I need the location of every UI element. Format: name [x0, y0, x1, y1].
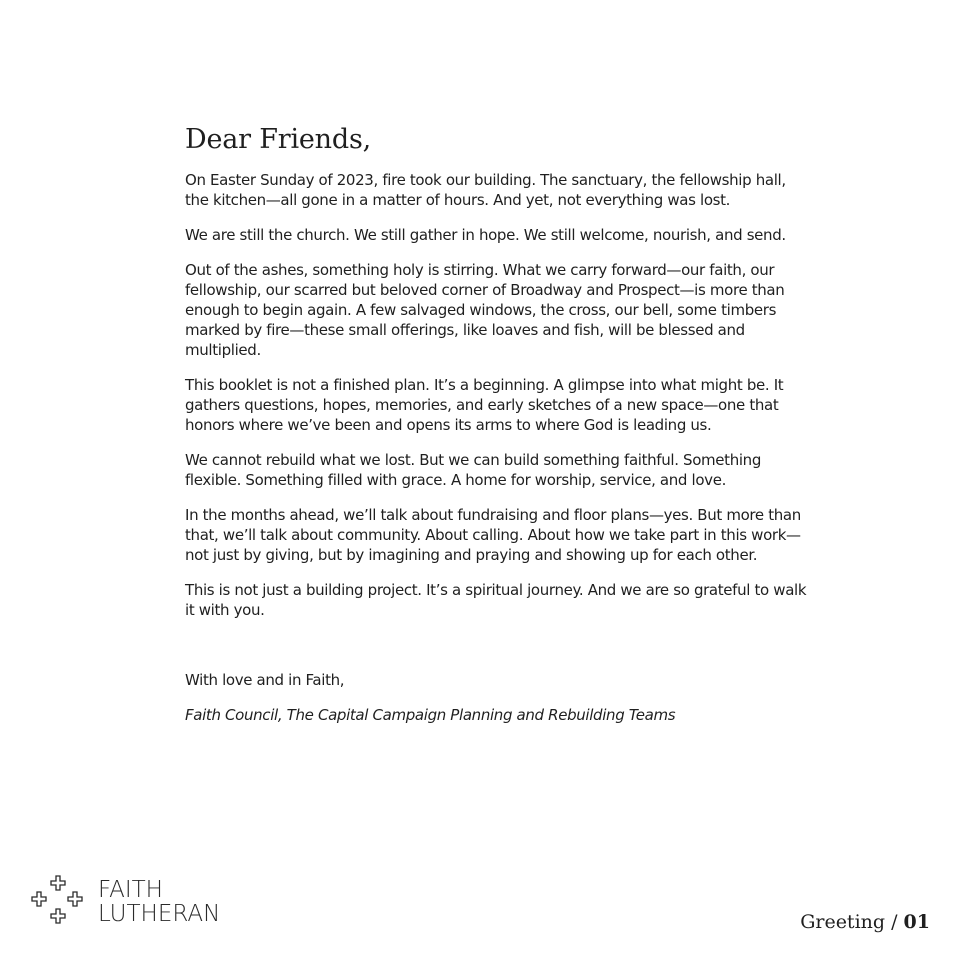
church-logo — [30, 874, 220, 930]
footer-separator: / — [885, 911, 904, 933]
letter — [185, 124, 810, 725]
page-number: 01 — [903, 911, 930, 933]
page-footer — [800, 911, 930, 933]
letter-paragraph: In the months ahead, we’ll talk about fundraising and floor plans—yes. But more than that, we’ll talk about community. About calling. About how we take part in this work—not just by giving, but by imagining and praying and showing up for each other. — [185, 506, 801, 565]
letter-paragraph: Out of the ashes, something holy is stirring. What we carry forward—our faith, our fellowship, our scarred but beloved corner of Broadway and Prospect—is more than enough to begin again. A few salvaged windows, the cross, our bell, some timbers marked by fire—these small offerings, like loaves and fish, will be blessed and multiplied. — [185, 261, 785, 360]
letter-paragraph: This booklet is not a finished plan. It’s a beginning. A glimpse into what might be. It gathers questions, hopes, memories, and early sketches of a new space—one that honors where we’ve been and opens its arms to where God is leading us. — [185, 376, 784, 435]
crosses-icon — [30, 874, 86, 930]
logo-wordmark — [98, 878, 220, 926]
letter-paragraph: We are still the church. We still gather in hope. We still welcome, nourish, and send. — [185, 226, 786, 245]
logo-line-faith: FAITH — [98, 877, 163, 903]
letter-paragraph: On Easter Sunday of 2023, fire took our building. The sanctuary, the fellowship hall, the kitchen—all gone in a matter of hours. And yet, not everything was lost. — [185, 171, 786, 210]
closing: With love and in Faith, — [185, 671, 345, 690]
letter-paragraph: This is not just a building project. It’s a spiritual journey. And we are so grateful to walk it with you. — [185, 581, 807, 620]
signature: Faith Council, The Capital Campaign Planning and Rebuilding Teams — [185, 706, 676, 725]
letter-paragraph: We cannot rebuild what we lost. But we can build something faithful. Something flexible. Something filled with grace. A home for worship, service, and love. — [185, 451, 762, 490]
section-label: Greeting — [800, 911, 886, 933]
logo-line-lutheran: LUTHERAN — [98, 901, 221, 927]
salutation: Dear Friends, — [185, 124, 371, 155]
